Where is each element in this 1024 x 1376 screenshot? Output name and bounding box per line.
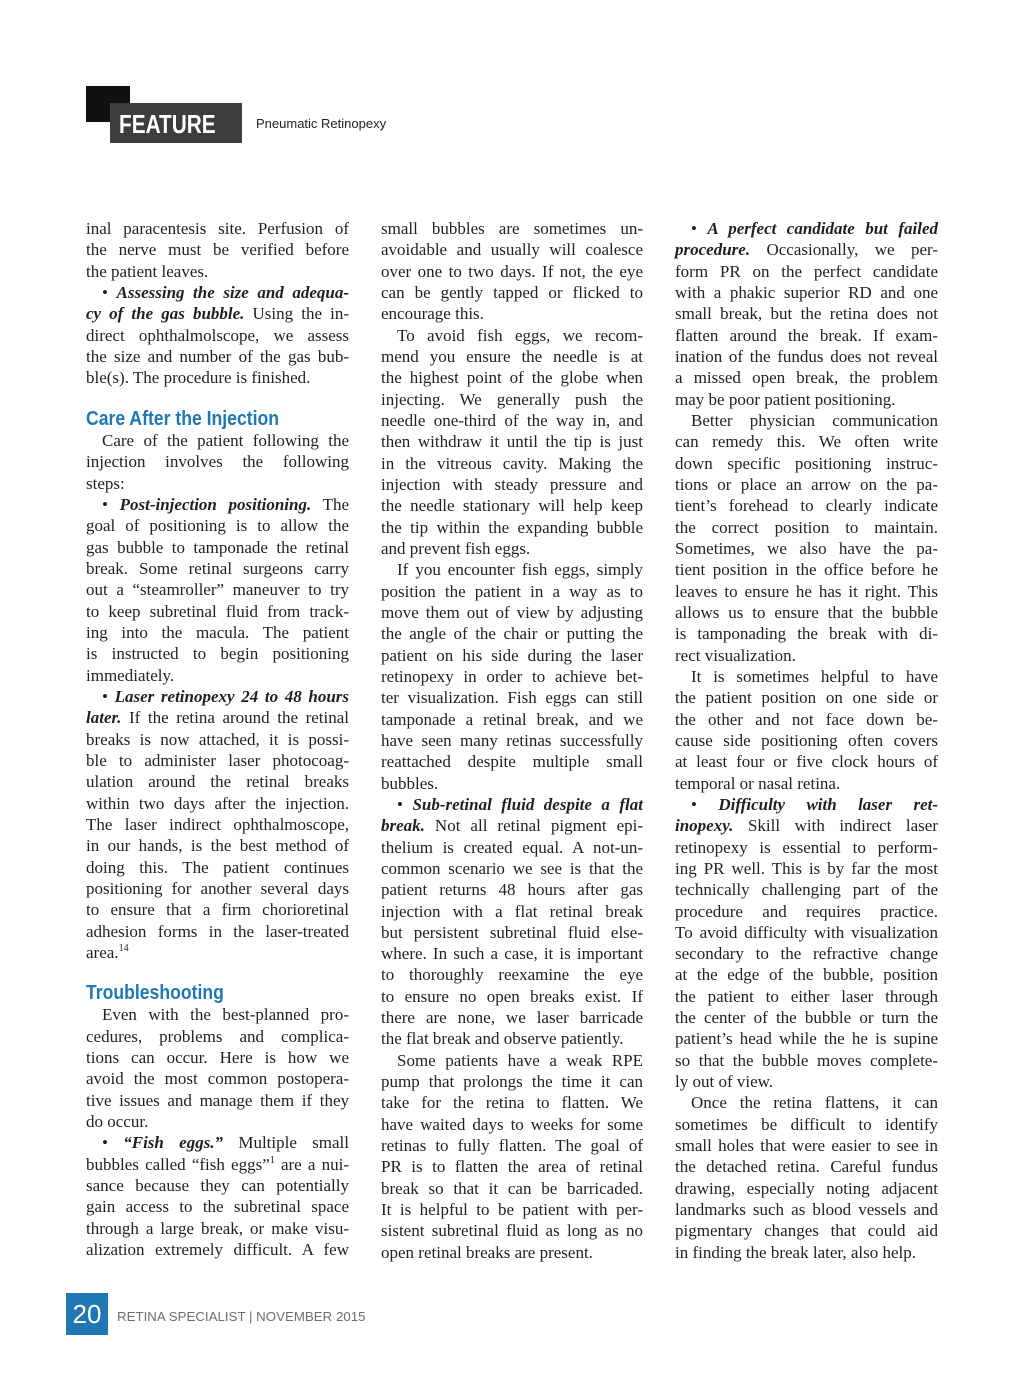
text-line: to thoroughly reexamine the eye	[381, 965, 643, 985]
reference-superscript: 14	[118, 942, 129, 954]
text-line: reattached despite multiple small	[381, 752, 643, 772]
text-line: the flat break and observe patiently.	[381, 1029, 624, 1049]
text-run: Occasionally, we per-	[750, 240, 938, 260]
text-line: at least four or five clock hours of	[675, 752, 938, 772]
text-line: the patient position on one side or	[675, 688, 938, 708]
text-line: injection involves the following	[86, 452, 349, 472]
text-run: Multiple small	[223, 1133, 350, 1153]
text-run: bubbles called “fish eggs”	[86, 1154, 270, 1174]
text-run: are a nui-	[274, 1154, 349, 1174]
text-line: leaves to ensure he has it right. This	[675, 581, 938, 601]
section-heading: Care After the Injection	[86, 407, 279, 430]
paragraph	[381, 325, 643, 560]
text-line: To avoid difficulty with visualization	[675, 922, 938, 942]
text-line: sistent subretinal fluid as long as no	[381, 1221, 643, 1241]
text-line: mend you ensure the needle is at	[381, 346, 643, 366]
text-line: gas bubble to tamponade the retinal	[86, 537, 349, 557]
bold-italic-run: break.	[381, 816, 425, 836]
paragraph	[86, 282, 349, 389]
text-line: the tip within the expanding bubble	[381, 517, 643, 537]
paragraph	[675, 1092, 938, 1263]
text-line: ter visualization. Fish eggs can still	[381, 688, 643, 708]
text-line: small holes that were easier to see in	[675, 1136, 938, 1156]
text-line: technically challenging part of the	[675, 880, 938, 900]
text-line: tions or place an arrow on the pa-	[675, 474, 938, 494]
text-line: steps:	[86, 473, 125, 493]
text-line	[381, 815, 643, 836]
text-line: injection with steady pressure and	[381, 474, 643, 494]
bold-italic-run: Difficulty with laser ret-	[718, 794, 939, 814]
text-line	[86, 686, 349, 707]
text-line: goal of positioning is to allow the	[86, 516, 349, 536]
text-line: position the patient in a way as to	[381, 581, 643, 601]
text-line: injection with a flat retinal break	[381, 901, 643, 921]
text-line: may be poor patient positioning.	[675, 389, 896, 409]
bold-italic-run: inopexy.	[675, 816, 734, 836]
text-line: direct ophthalmolscope, we assess	[86, 325, 349, 345]
text-line: sance because they can potentially	[86, 1176, 349, 1196]
bold-italic-run: Post-injection positioning.	[119, 494, 312, 514]
text-line: to keep subretinal fluid from track-	[86, 601, 349, 621]
bold-italic-run: later.	[86, 708, 122, 728]
paragraph	[86, 430, 349, 494]
paragraph	[381, 794, 643, 1050]
text-line: so that the bubble moves complete-	[675, 1050, 938, 1070]
text-line: tient’s forehead to clearly indicate	[675, 496, 938, 516]
text-line: down specific positioning instruc-	[675, 453, 938, 473]
text-line: tamponade a retinal break, and we	[381, 709, 643, 729]
paragraph	[86, 1132, 349, 1260]
text-line: The laser indirect ophthalmoscope,	[86, 814, 349, 834]
text-line: take for the retina to flatten. We	[381, 1093, 643, 1113]
text-run: Skill with indirect laser	[733, 816, 938, 836]
paragraph	[86, 218, 349, 282]
text-column-3	[675, 218, 938, 1263]
text-line: in the vitreous cavity. Making the	[381, 453, 643, 473]
text-line: small bubbles are sometimes un-	[381, 219, 643, 238]
text-run: •	[102, 282, 117, 302]
text-line: the detached retina. Careful fundus	[675, 1157, 938, 1177]
publication-footer: RETINA SPECIALIST | NOVEMBER 2015	[117, 1309, 366, 1324]
text-line: flatten around the break. If exam-	[675, 325, 938, 345]
text-line	[381, 794, 643, 815]
section-label-box	[110, 103, 242, 143]
text-line: common scenario we see is that the	[381, 858, 643, 878]
text-line: needle one-third of the way in, and	[381, 410, 643, 430]
text-line: ing into the macula. The patient	[86, 622, 349, 642]
paragraph	[381, 1050, 643, 1263]
reference-superscript: 1	[269, 1154, 275, 1166]
text-line: cedures, problems and complica-	[86, 1026, 349, 1046]
text-line: open retinal breaks are present.	[381, 1242, 593, 1262]
text-line: the patient leaves.	[86, 261, 209, 281]
text-line: can remedy this. We often write	[675, 432, 938, 452]
text-line: retinas to fully flatten. The goal of	[381, 1136, 643, 1156]
text-line: Sometimes, we also have the pa-	[675, 538, 938, 558]
text-line: rect visualization.	[675, 645, 796, 665]
text-line: avoidable and usually will coalesce	[381, 240, 643, 260]
section-label: FEATURE	[119, 109, 216, 139]
text-line	[86, 942, 349, 963]
text-line: positioning for another several days	[86, 878, 349, 898]
text-line: there are none, we laser barricade	[381, 1008, 643, 1028]
text-line: drawing, especially noting adjacent	[675, 1178, 938, 1198]
text-column-1	[86, 218, 349, 1260]
text-run: •	[102, 494, 120, 514]
text-line	[86, 1154, 349, 1175]
text-line: within two days after the injection.	[86, 793, 349, 813]
text-line: pigmentary changes that could aid	[675, 1221, 938, 1241]
text-line: ing PR well. This is by far the most	[675, 858, 938, 878]
text-line: in our hands, is the best method of	[86, 836, 349, 856]
text-line: and prevent fish eggs.	[381, 538, 531, 558]
text-line: have waited days to weeks for some	[381, 1114, 643, 1134]
text-run: •	[102, 1133, 124, 1153]
text-line: tions can occur. Here is how we	[86, 1048, 349, 1068]
text-line: the angle of the chair or putting the	[381, 624, 643, 644]
text-run: •	[691, 794, 719, 814]
text-line: at the edge of the bubble, position	[675, 965, 938, 985]
text-line: then withdraw it until the tip is just	[381, 432, 643, 452]
text-line: PR is to flatten the area of retinal	[381, 1157, 643, 1177]
text-line	[86, 707, 349, 728]
text-line: doing this. The patient continues	[86, 857, 349, 877]
text-line: the size and number of the gas bub-	[86, 346, 349, 366]
text-line	[675, 815, 938, 836]
text-line: in finding the break later, also help.	[675, 1242, 917, 1262]
text-line: avoid the most common postopera-	[86, 1069, 349, 1089]
text-run: If the retina around the retinal	[121, 708, 349, 728]
paragraph	[675, 410, 938, 666]
text-line: through a large break, or make visu-	[86, 1218, 349, 1238]
paragraph	[675, 218, 938, 410]
text-run: area.	[86, 942, 119, 962]
text-run: •	[691, 219, 708, 238]
text-line: temporal or nasal retina.	[675, 773, 841, 793]
page-number-badge	[66, 1293, 108, 1335]
text-run: •	[397, 794, 413, 814]
text-line: ulation around the retinal breaks	[86, 772, 349, 792]
text-line: patient’s head while the he is supine	[675, 1029, 938, 1049]
bold-italic-run: “Fish eggs.”	[123, 1133, 224, 1153]
text-line: the patient to either laser through	[675, 986, 938, 1006]
bold-italic-run: procedure.	[675, 240, 751, 260]
paragraph	[86, 1004, 349, 1132]
text-line: landmarks such as blood vessels and	[675, 1200, 938, 1220]
text-run: Using the in-	[244, 304, 349, 324]
bold-italic-run: Laser retinopexy 24 to 48 hours	[114, 686, 350, 706]
text-line: the nerve must be verified before	[86, 240, 349, 260]
text-line: thelium is created equal. A not-un-	[381, 837, 643, 857]
text-line: break. Some retinal surgeons carry	[86, 558, 349, 578]
bold-italic-run: Assessing the size and adequa-	[116, 282, 350, 302]
paragraph	[86, 494, 349, 686]
text-line: immediately.	[86, 665, 175, 685]
text-line: To avoid fish eggs, we recom-	[397, 325, 643, 345]
text-line: form PR on the perfect candidate	[675, 261, 938, 281]
text-line: the needle stationary will help keep	[381, 496, 643, 516]
text-line: the highest point of the globe when	[381, 368, 643, 388]
text-line: patient returns 48 hours after gas	[381, 880, 643, 900]
paragraph	[381, 218, 643, 325]
article-title: Pneumatic Retinopexy	[256, 116, 387, 131]
text-line: is instructed to begin positioning	[86, 644, 349, 664]
text-line: injecting. We generally push the	[381, 389, 643, 409]
text-line	[675, 794, 938, 815]
text-line: is tamponading the break with di-	[675, 624, 938, 644]
text-line: a missed open break, the problem	[675, 368, 938, 388]
text-line: breaks is now attached, it is possi-	[86, 729, 349, 749]
text-line: can be gently tapped or flicked to	[381, 282, 643, 302]
text-line: adhesion forms in the laser-treated	[86, 921, 349, 941]
text-run: The	[311, 494, 349, 514]
text-line	[675, 218, 938, 239]
text-line: It is helpful to be patient with per-	[381, 1200, 643, 1220]
text-line: Care of the patient following the	[102, 430, 349, 450]
text-line	[86, 494, 349, 515]
text-line: ble to administer laser photocoag-	[86, 750, 349, 770]
section-heading: Troubleshooting	[86, 982, 224, 1005]
text-line	[86, 303, 349, 324]
text-line	[86, 282, 349, 303]
text-line: secondary to the refractive change	[675, 944, 938, 964]
text-line: the correct position to maintain.	[675, 517, 938, 537]
text-column-2	[381, 218, 643, 1263]
text-line: ble(s). The procedure is finished.	[86, 368, 311, 388]
text-line: cause side positioning often covers	[675, 730, 938, 750]
text-line: Some patients have a weak RPE	[397, 1050, 643, 1070]
text-line: Once the retina flattens, it can	[691, 1093, 938, 1113]
text-line: pump that prolongs the time it can	[381, 1072, 643, 1092]
page-number: 20	[72, 1299, 102, 1329]
text-line: do occur.	[86, 1112, 149, 1132]
paragraph	[675, 794, 938, 1093]
text-line: ination of the fundus does not reveal	[675, 346, 938, 366]
text-line: alization extremely difficult. A few	[86, 1240, 349, 1260]
text-line: encourage this.	[381, 304, 484, 324]
text-line: tive issues and manage them if they	[86, 1090, 349, 1110]
paragraph	[675, 666, 938, 794]
text-line: Better physician communication	[691, 410, 938, 430]
text-run: Not all retinal pigment epi-	[424, 816, 643, 836]
text-line: Even with the best-planned pro-	[102, 1005, 349, 1025]
text-line	[675, 239, 938, 260]
text-line: sometimes be difficult to identify	[675, 1114, 938, 1134]
text-line: It is sometimes helpful to have	[691, 666, 938, 686]
text-line: where. In such a case, it is important	[381, 944, 643, 964]
text-line: allows us to ensure that the bubble	[675, 602, 938, 622]
text-line: break so that it can be barricaded.	[381, 1178, 643, 1198]
text-line: move them out of view by adjusting	[381, 602, 643, 622]
text-line: the center of the bubble or turn the	[675, 1008, 938, 1028]
text-line: the other and not face down be-	[675, 709, 938, 729]
text-line: have seen many retinas successfully	[381, 730, 643, 750]
text-line: gain access to the subretinal space	[86, 1197, 349, 1217]
text-line: over one to two days. If not, the eye	[381, 261, 643, 281]
text-line: ly out of view.	[675, 1072, 774, 1092]
text-line: If you encounter fish eggs, simply	[397, 560, 643, 580]
text-line: but persistent subretinal fluid else-	[381, 922, 643, 942]
text-line: to ensure no open breaks exist. If	[381, 986, 643, 1006]
text-line: retinopexy in order to achieve bet-	[381, 666, 643, 686]
text-line: with a phakic superior RD and one	[675, 282, 938, 302]
text-line: patient on his side during the laser	[381, 645, 643, 665]
paragraph	[381, 559, 643, 794]
text-line: out a “steamroller” maneuver to try	[86, 580, 349, 600]
text-line	[86, 1132, 349, 1153]
text-line: tient position in the office before he	[675, 560, 938, 580]
paragraph	[86, 686, 349, 963]
bold-italic-run: A perfect candidate but failed	[707, 219, 938, 238]
text-line: small break, but the retina does not	[675, 304, 938, 324]
bold-italic-run: cy of the gas bubble.	[86, 304, 245, 324]
text-line: procedure and requires practice.	[675, 901, 938, 921]
text-run: •	[102, 686, 115, 706]
text-line: inal paracentesis site. Perfusion of	[86, 219, 349, 238]
text-line: retinopexy is essential to perform-	[675, 837, 938, 857]
text-line: bubbles.	[381, 773, 439, 793]
bold-italic-run: Sub-retinal fluid despite a flat	[412, 794, 644, 814]
text-line: to ensure that a firm chorioretinal	[86, 900, 349, 920]
